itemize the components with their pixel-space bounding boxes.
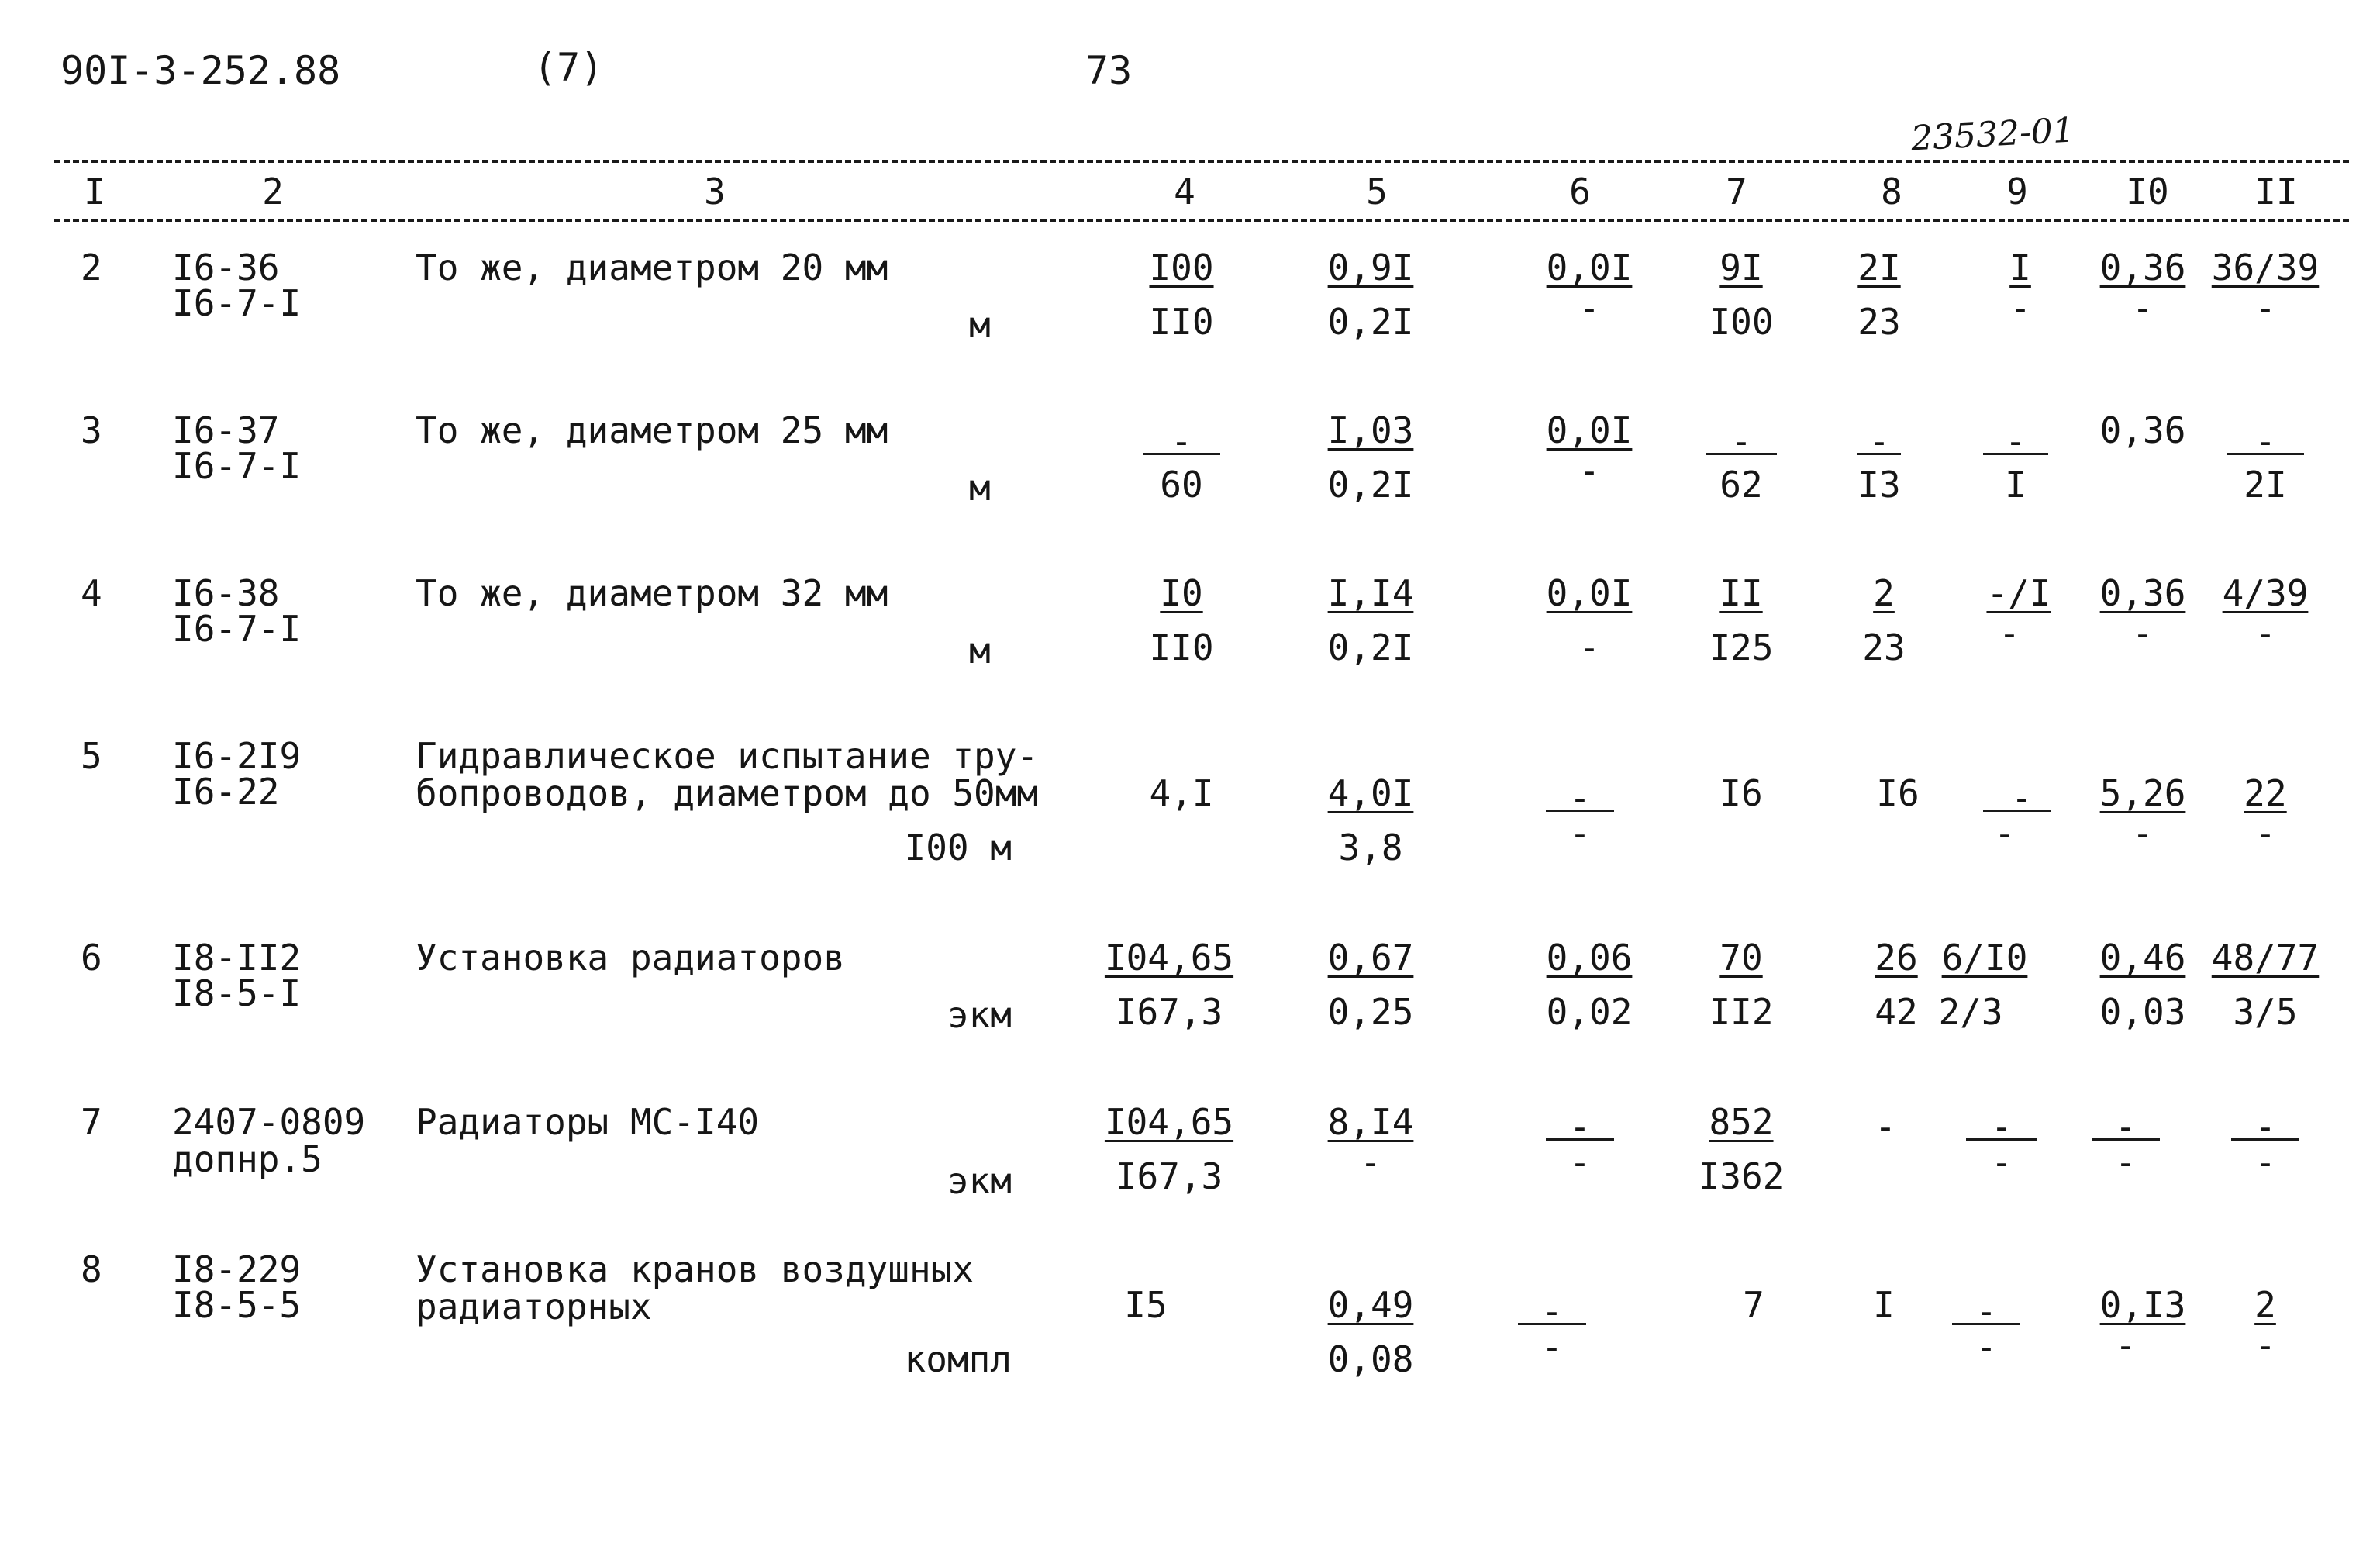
col4-bottom: I67,3 <box>1115 1155 1223 1197</box>
norm-code-secondary: I6-7-I <box>172 608 302 650</box>
col8-top: - <box>1868 420 1890 462</box>
col11-top: 48/77 <box>2211 937 2320 979</box>
col9-top: - <box>1991 1106 2013 1148</box>
row-number: 6 <box>81 937 102 979</box>
work-description: То же, диаметром 32 мм <box>416 572 888 614</box>
col6-bottom: - <box>1541 1326 1563 1368</box>
col7-top: 9I <box>1719 247 1763 288</box>
unit-of-measure: м <box>969 467 991 509</box>
col11-bottom: - <box>2254 287 2276 329</box>
col5-top: 0,9I <box>1327 247 1414 288</box>
col5-bottom: 0,2I <box>1327 301 1414 343</box>
row-number: 8 <box>81 1248 102 1290</box>
unit-of-measure: м <box>969 630 991 671</box>
fraction-bar <box>1143 453 1220 455</box>
row-number: 7 <box>81 1101 102 1143</box>
fraction-bar <box>1518 1323 1586 1325</box>
fraction-bar <box>1546 810 1614 812</box>
col10-bottom: - <box>2115 1141 2137 1183</box>
col5-top: I,I4 <box>1327 572 1414 614</box>
col5-top: 4,0I <box>1327 772 1414 814</box>
fraction-bar <box>1857 453 1901 455</box>
column-header: 8 <box>1881 171 1902 212</box>
col7-bottom: I25 <box>1709 627 1774 668</box>
col11-top: 22 <box>2244 772 2287 814</box>
row-number: 3 <box>81 409 102 451</box>
norm-code-secondary: I6-22 <box>172 771 280 813</box>
norm-code: I8-229 <box>172 1248 302 1290</box>
col7-value: 7 <box>1743 1284 1764 1326</box>
col8-bottom: 23 <box>1857 301 1901 343</box>
col11-bottom: - <box>2254 613 2276 654</box>
col4-top: I04,65 <box>1104 1101 1234 1143</box>
column-header: 4 <box>1174 171 1195 212</box>
column-header: 5 <box>1366 171 1388 212</box>
handwritten-stamp: 23532-01 <box>1909 110 2075 159</box>
unit-of-measure: м <box>969 304 991 346</box>
page-number: 73 <box>1085 48 1133 93</box>
col9-top: 6/I0 <box>1941 937 2028 979</box>
col5-top: 0,49 <box>1327 1284 1414 1326</box>
work-description-line2: радиаторных <box>416 1286 652 1327</box>
column-header: 3 <box>704 171 726 212</box>
col4-top: I00 <box>1149 247 1214 288</box>
col10-bottom: - <box>2132 813 2154 854</box>
col4-top: I0 <box>1160 572 1203 614</box>
col9-top: -/I <box>1986 572 2051 614</box>
col5-bottom: - <box>1360 1141 1381 1183</box>
col10-top: 0,I3 <box>2099 1284 2186 1326</box>
work-description: Радиаторы МС-I40 <box>416 1101 760 1143</box>
col10-bottom: 0,03 <box>2099 991 2186 1033</box>
norm-code-secondary: I6-7-I <box>172 282 302 324</box>
col10-bottom: - <box>2115 1324 2137 1366</box>
col11-top: 2 <box>2254 1284 2276 1326</box>
norm-code-secondary: I6-7-I <box>172 445 302 487</box>
col5-bottom: 0,2I <box>1327 464 1414 506</box>
unit-of-measure: экм <box>947 994 1012 1036</box>
column-header: 2 <box>262 171 284 212</box>
norm-code-secondary: I8-5-5 <box>172 1284 302 1326</box>
col9-bottom: - <box>1975 1326 1997 1368</box>
col7-bottom: II2 <box>1709 991 1774 1033</box>
norm-code: I6-37 <box>172 409 280 451</box>
col8-bottom: I3 <box>1857 464 1901 506</box>
col9-bottom: I <box>2005 464 2026 506</box>
fraction-bar <box>1983 810 2051 812</box>
col8-value: - <box>1875 1106 1896 1148</box>
col9-bottom: 2/3 <box>1938 991 2003 1033</box>
col10-top: - <box>2115 1106 2137 1148</box>
col6-top: 0,06 <box>1546 937 1633 979</box>
work-description-line2: бопроводов, диаметром до 50мм <box>416 772 1039 814</box>
col10-value: 0,36 <box>2099 409 2186 451</box>
fraction-bar <box>1546 1138 1614 1141</box>
fraction-bar <box>1966 1138 2037 1141</box>
col5-bottom: 0,25 <box>1327 991 1414 1033</box>
column-header: II <box>2254 171 2298 212</box>
column-header: 7 <box>1726 171 1747 212</box>
col7-top: - <box>1730 420 1752 462</box>
fraction-bar <box>2231 1138 2299 1141</box>
norm-code-secondary: I8-5-I <box>172 972 302 1014</box>
column-header: 9 <box>2006 171 2028 212</box>
row-number: 5 <box>81 735 102 777</box>
col8-value: I6 <box>1876 772 1920 814</box>
col10-top: 0,36 <box>2099 572 2186 614</box>
document-code: 90I-3-252.88 <box>60 48 341 93</box>
col6-bottom: 0,02 <box>1546 991 1633 1033</box>
col10-bottom: - <box>2132 287 2154 329</box>
col6-top: 0,0I <box>1546 409 1633 451</box>
col7-bottom: I00 <box>1709 301 1774 343</box>
col7-bottom: 62 <box>1719 464 1763 506</box>
unit-of-measure: I00 м <box>904 827 1012 868</box>
col9-top: - <box>1975 1290 1997 1332</box>
col4-bottom: II0 <box>1149 627 1214 668</box>
fraction-bar <box>2092 1138 2160 1141</box>
col5-bottom: 0,08 <box>1327 1338 1414 1380</box>
col6-top: - <box>1569 777 1591 819</box>
col11-bottom: - <box>2254 1324 2276 1366</box>
col4-bottom: 60 <box>1160 464 1203 506</box>
work-description: Установка кранов воздушных <box>416 1248 974 1290</box>
col8-bottom: 42 <box>1875 991 1918 1033</box>
fraction-bar <box>1983 453 2048 455</box>
col8-value: I <box>1873 1284 1895 1326</box>
col10-top: 0,46 <box>2099 937 2186 979</box>
row-number: 2 <box>81 247 102 288</box>
col6-bottom: - <box>1569 813 1591 854</box>
row-number: 4 <box>81 572 102 614</box>
col8-top: 26 <box>1875 937 1918 979</box>
work-description: То же, диаметром 20 мм <box>416 247 888 288</box>
norm-code-secondary: допнр.5 <box>172 1138 323 1180</box>
col9-top: I <box>2009 247 2031 288</box>
col11-top: - <box>2254 420 2276 462</box>
col9-bottom: - <box>1999 613 2020 654</box>
col4-value: I5 <box>1124 1284 1168 1326</box>
column-header: I <box>84 171 105 212</box>
col4-bottom: II0 <box>1149 301 1214 343</box>
norm-code: I6-38 <box>172 572 280 614</box>
col5-top: I,03 <box>1327 409 1414 451</box>
col10-bottom: - <box>2132 613 2154 654</box>
work-description: Установка радиаторов <box>416 937 845 979</box>
sheet-number: (7) <box>533 45 604 90</box>
col7-bottom: I362 <box>1698 1155 1785 1197</box>
col10-top: 0,36 <box>2099 247 2186 288</box>
col10-top: 5,26 <box>2099 772 2186 814</box>
work-description: Гидравлическое испытание тру- <box>416 735 1039 777</box>
col9-top: - <box>2011 777 2033 819</box>
col11-top: 4/39 <box>2222 572 2309 614</box>
norm-code: I6-2I9 <box>172 735 302 777</box>
col4-bottom: I67,3 <box>1115 991 1223 1033</box>
col8-bottom: 23 <box>1862 627 1906 668</box>
header-separator-bottom <box>54 219 2349 222</box>
column-header: 6 <box>1569 171 1591 212</box>
col6-bottom: - <box>1578 450 1600 492</box>
col6-top: - <box>1541 1290 1563 1332</box>
norm-code: I6-36 <box>172 247 280 288</box>
col6-bottom: - <box>1578 287 1600 329</box>
col6-bottom: - <box>1569 1141 1591 1183</box>
col4-top: - <box>1171 420 1192 462</box>
norm-code: 2407-0809 <box>172 1101 366 1143</box>
col11-bottom: 3/5 <box>2233 991 2298 1033</box>
col5-top: 8,I4 <box>1327 1101 1414 1143</box>
col11-bottom: - <box>2254 813 2276 854</box>
col7-top: II <box>1719 572 1763 614</box>
col6-top: - <box>1569 1106 1591 1148</box>
unit-of-measure: экм <box>947 1160 1012 1202</box>
col4-top: I04,65 <box>1104 937 1234 979</box>
unit-of-measure: компл <box>904 1338 1012 1380</box>
column-header: I0 <box>2126 171 2169 212</box>
col7-top: 70 <box>1719 937 1763 979</box>
header-separator-top <box>54 160 2349 163</box>
col6-top: 0,0I <box>1546 572 1633 614</box>
col4-value: 4,I <box>1149 772 1214 814</box>
col11-top: - <box>2254 1106 2276 1148</box>
col11-bottom: 2I <box>2244 464 2287 506</box>
col8-top: 2I <box>1857 247 1901 288</box>
fraction-bar <box>1706 453 1777 455</box>
col11-bottom: - <box>2254 1141 2276 1183</box>
col8-top: 2 <box>1873 572 1895 614</box>
work-description: То же, диаметром 25 мм <box>416 409 888 451</box>
fraction-bar <box>1952 1323 2020 1325</box>
col7-top: 852 <box>1709 1101 1774 1143</box>
col7-value: I6 <box>1719 772 1763 814</box>
col9-bottom: - <box>1991 1141 2013 1183</box>
col5-bottom: 3,8 <box>1338 827 1403 868</box>
col9-top: - <box>2005 420 2026 462</box>
col9-bottom: - <box>2009 287 2031 329</box>
col6-top: 0,0I <box>1546 247 1633 288</box>
col6-bottom: - <box>1578 627 1600 668</box>
fraction-bar <box>2227 453 2304 455</box>
col11-top: 36/39 <box>2211 247 2320 288</box>
col5-bottom: 0,2I <box>1327 627 1414 668</box>
col9-bottom: - <box>1994 813 2016 854</box>
col5-top: 0,67 <box>1327 937 1414 979</box>
norm-code: I8-II2 <box>172 937 302 979</box>
